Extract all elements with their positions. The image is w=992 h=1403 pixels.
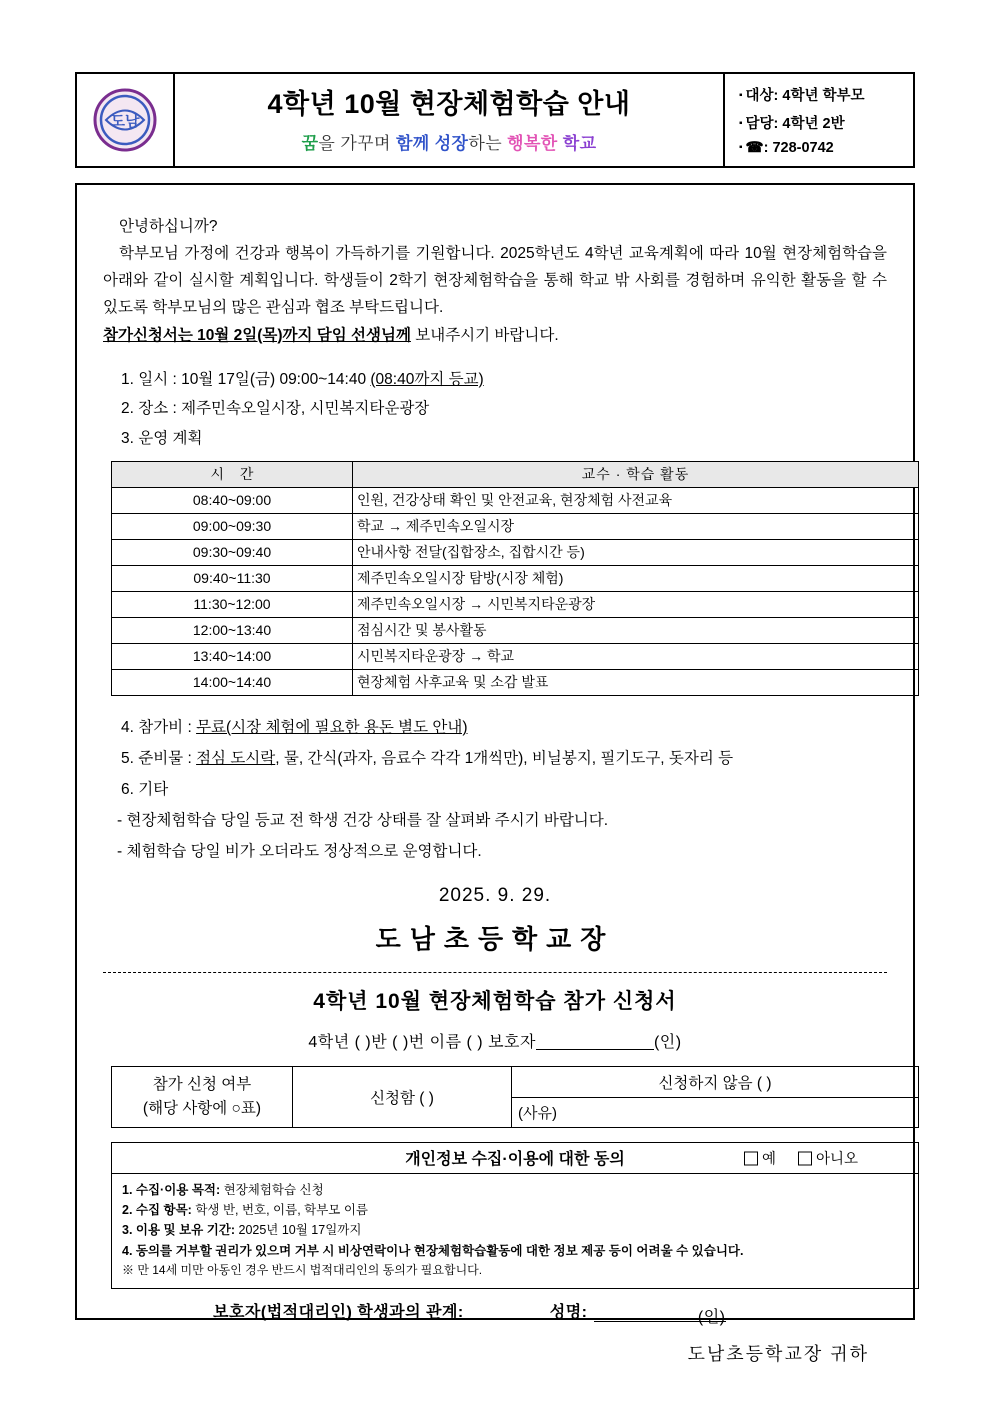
- submission-deadline: 참가신청서는 10월 2일(목)까지 담임 선생님께: [103, 326, 411, 344]
- choice-no-label[interactable]: 신청하지 않음 ( ): [512, 1067, 918, 1098]
- privacy-consent-header: [112, 1143, 918, 1174]
- schedule-table: [111, 461, 919, 696]
- privacy-consent-body: [112, 1174, 918, 1288]
- privacy-consent-title: 개인정보 수집·이용에 대한 동의: [405, 1151, 625, 1169]
- school-slogan: [302, 129, 597, 154]
- choice-label-line1: 참가 신청 여부: [152, 1075, 252, 1093]
- header-info-owner-text: 담당: 4학년 2반: [745, 116, 845, 132]
- table-header-row: [112, 461, 919, 487]
- cell-time: 09:40~11:30: [112, 565, 353, 591]
- slogan-part-6: 학교: [562, 134, 597, 154]
- guardian-name-label: 성명:: [549, 1304, 588, 1322]
- list-item-supplies-rest: , 물, 간식(과자, 음료수 각각 1개씩만), 비닐봉지, 필기도구, 돗자리 등: [275, 749, 734, 767]
- table-row: [112, 1066, 919, 1127]
- table-row: [112, 617, 919, 643]
- list-item-supplies-lunch: 점심 도시락: [196, 749, 276, 767]
- list-item-place: 2. 장소 : 제주민속오일시장, 시민복지타운광장: [121, 400, 430, 418]
- privacy-line-1-num: 1. 수집·이용 목적:: [122, 1182, 221, 1197]
- table-row: [112, 643, 919, 669]
- privacy-line-2: [122, 1200, 908, 1220]
- issuer-name: 도남초등학교장: [375, 923, 615, 954]
- choice-label-line2: (해당 사항에 ○표): [142, 1099, 262, 1117]
- privacy-consent-checkboxes: [744, 1147, 858, 1168]
- privacy-line-4-num: 4. 동의를 거부할 권리가 있으며 거부 시 비상연락이나 현장체험학습활동에 대한 정보 제공 등이 어려울 수 있습니다.: [122, 1243, 744, 1258]
- application-fields-text: 4학년 ( )반 ( )번 이름 ( ) 보호자: [308, 1033, 536, 1051]
- slogan-part-2: 을 가꾸며: [318, 134, 396, 154]
- privacy-line-3: [122, 1220, 908, 1240]
- column-header-activity: 교수 · 학습 활동: [353, 461, 919, 487]
- table-row: [112, 487, 919, 513]
- bullet-icon: ▪: [739, 142, 743, 153]
- bullet-icon: ▪: [739, 118, 743, 129]
- consent-no-option[interactable]: [798, 1147, 858, 1168]
- cell-time: 08:40~09:00: [112, 487, 353, 513]
- document-header: [75, 72, 915, 168]
- slogan-part-1: 꿈: [301, 134, 319, 154]
- recipient-line: 도남초등학교장 귀하: [687, 1344, 869, 1365]
- list-item-date: [103, 365, 887, 394]
- cell-activity: 안내사항 전달(집합장소, 집합시간 등): [353, 539, 919, 565]
- privacy-line-3-num: 3. 이용 및 보유 기간:: [122, 1223, 236, 1238]
- privacy-line-1: [122, 1180, 908, 1200]
- header-info-owner: [739, 112, 913, 133]
- list-item-fee-label: 4. 참가비 :: [121, 718, 197, 736]
- slogan-part-4: 하는: [468, 134, 508, 154]
- choice-reason-label[interactable]: (사유): [518, 1104, 557, 1122]
- table-row: [112, 565, 919, 591]
- header-info-phone-text: ☎: 728-0742: [745, 140, 834, 156]
- list-item-other: 6. 기타: [121, 780, 169, 798]
- school-emblem-icon: [92, 87, 158, 153]
- note-line-2: - 체험학습 당일 비가 오더라도 정상적으로 운영합니다.: [117, 842, 482, 860]
- guardian-signature-row: [103, 1299, 887, 1327]
- header-info-target-text: 대상: 4학년 학부모: [745, 88, 865, 104]
- cell-activity: 제주민속오일시장 → 시민복지타운광장: [353, 591, 919, 617]
- consent-no-label: 아니오: [815, 1151, 858, 1168]
- submission-notice-rest: 보내주시기 바랍니다.: [410, 326, 559, 344]
- page-title: 4학년 10월 현장체험학습 안내: [267, 88, 631, 119]
- privacy-line-2-num: 2. 수집 항목:: [122, 1203, 192, 1218]
- list-item-date-note: (08:40까지 등교): [370, 370, 484, 388]
- list-item-plan: 3. 운영 계획: [121, 429, 203, 447]
- header-info-target: [739, 84, 913, 105]
- list-item-date-value: 10월 17일(금) 09:00~14:40: [181, 370, 371, 388]
- table-row: [112, 669, 919, 695]
- greeting-text: 안녕하십니까?: [119, 218, 218, 235]
- slogan-part-3: 함께 성장: [395, 134, 469, 154]
- privacy-line-2-text: 학생 반, 번호, 이름, 학부모 이름: [191, 1203, 369, 1218]
- consent-yes-label: 예: [761, 1151, 776, 1168]
- table-row: [112, 539, 919, 565]
- table-row: [112, 513, 919, 539]
- list-item-date-label: 1. 일시 :: [121, 370, 182, 388]
- issue-date: 2025. 9. 29.: [438, 884, 552, 906]
- cell-activity: 제주민속오일시장 탐방(시장 체험): [353, 565, 919, 591]
- slogan-part-5: 행복한: [507, 134, 563, 154]
- privacy-line-4: [122, 1241, 908, 1261]
- bullet-icon: ▪: [739, 90, 743, 101]
- consent-yes-option[interactable]: [744, 1147, 776, 1168]
- privacy-line-3-text: 2025년 10월 17일까지: [235, 1223, 362, 1238]
- list-item-supplies: [103, 743, 887, 774]
- intro-paragraph: 학부모님 가정에 건강과 행복이 가득하기를 기원합니다. 2025학년도 4학년 교육계획에 따라 10월 현장체험학습을 아래와 같이 실시할 계획입니다. 학생들이 2학기 현장체험학습을 통해 학교 밖 사회를 경험하며 유익한 활동을 할 수 있도록 학부모님의 많은 관심과 협조 부탁드립니다.: [103, 245, 887, 317]
- guardian-seal-mark: (인): [697, 1309, 726, 1327]
- header-contact-block: [723, 74, 913, 166]
- header-info-phone: [739, 140, 913, 156]
- svg-text:도남: 도남: [110, 113, 140, 130]
- seal-mark: (인): [653, 1033, 682, 1051]
- checkbox-icon[interactable]: [744, 1151, 758, 1165]
- application-choice-table: [111, 1066, 919, 1128]
- info-list-2: [103, 712, 887, 805]
- application-title: 4학년 10월 현장체험학습 참가 신청서: [313, 989, 677, 1013]
- note-line-1: - 현장체험학습 당일 등교 전 학생 건강 상태를 잘 살펴봐 주시기 바랍니다.: [117, 811, 609, 829]
- cell-time: 12:00~13:40: [112, 617, 353, 643]
- list-item-supplies-label: 5. 준비물 :: [121, 749, 197, 767]
- list-item-fee-value: 무료(시장 체험에 필요한 용돈 별도 안내): [196, 718, 468, 736]
- privacy-line-1-text: 현장체험학습 신청: [220, 1182, 324, 1197]
- other-notes: [103, 805, 887, 867]
- school-logo-cell: [77, 74, 175, 166]
- header-title-block: [175, 74, 723, 166]
- document-body: [75, 183, 915, 1365]
- cell-activity: 시민복지타운광장 → 학교: [353, 643, 919, 669]
- choice-label-cell: [112, 1066, 293, 1127]
- cell-activity: 학교 → 제주민속오일시장: [353, 513, 919, 539]
- cell-activity: 현장체험 사후교육 및 소감 발표: [353, 669, 919, 695]
- guardian-relation-label: 보호자(법적대리인) 학생과의 관계:: [213, 1304, 464, 1322]
- cell-time: 14:00~14:40: [112, 669, 353, 695]
- cell-activity: 인원, 건강상태 확인 및 안전교육, 현장체험 사전교육: [353, 487, 919, 513]
- choice-yes-cell[interactable]: 신청함 ( ): [293, 1066, 512, 1127]
- guardian-name-blank[interactable]: [536, 1033, 654, 1050]
- list-item-fee: [103, 712, 887, 743]
- cell-activity: 점심시간 및 봉사활동: [353, 617, 919, 643]
- submission-notice: [103, 322, 887, 349]
- choice-no-cell: [512, 1066, 919, 1127]
- cell-time: 09:00~09:30: [112, 513, 353, 539]
- cell-time: 13:40~14:00: [112, 643, 353, 669]
- application-fields-line: [103, 1029, 887, 1052]
- cell-time: 11:30~12:00: [112, 591, 353, 617]
- checkbox-icon[interactable]: [798, 1151, 812, 1165]
- privacy-consent-box: [111, 1142, 919, 1289]
- cell-time: 09:30~09:40: [112, 539, 353, 565]
- privacy-footnote: ※ 만 14세 미만 아동인 경우 반드시 법적대리인의 동의가 필요합니다.: [122, 1262, 483, 1277]
- cut-line-divider: [103, 972, 887, 973]
- column-header-time: 시 간: [112, 461, 353, 487]
- info-list: [103, 365, 887, 453]
- guardian-name-input[interactable]: [594, 1304, 726, 1327]
- table-row: [112, 591, 919, 617]
